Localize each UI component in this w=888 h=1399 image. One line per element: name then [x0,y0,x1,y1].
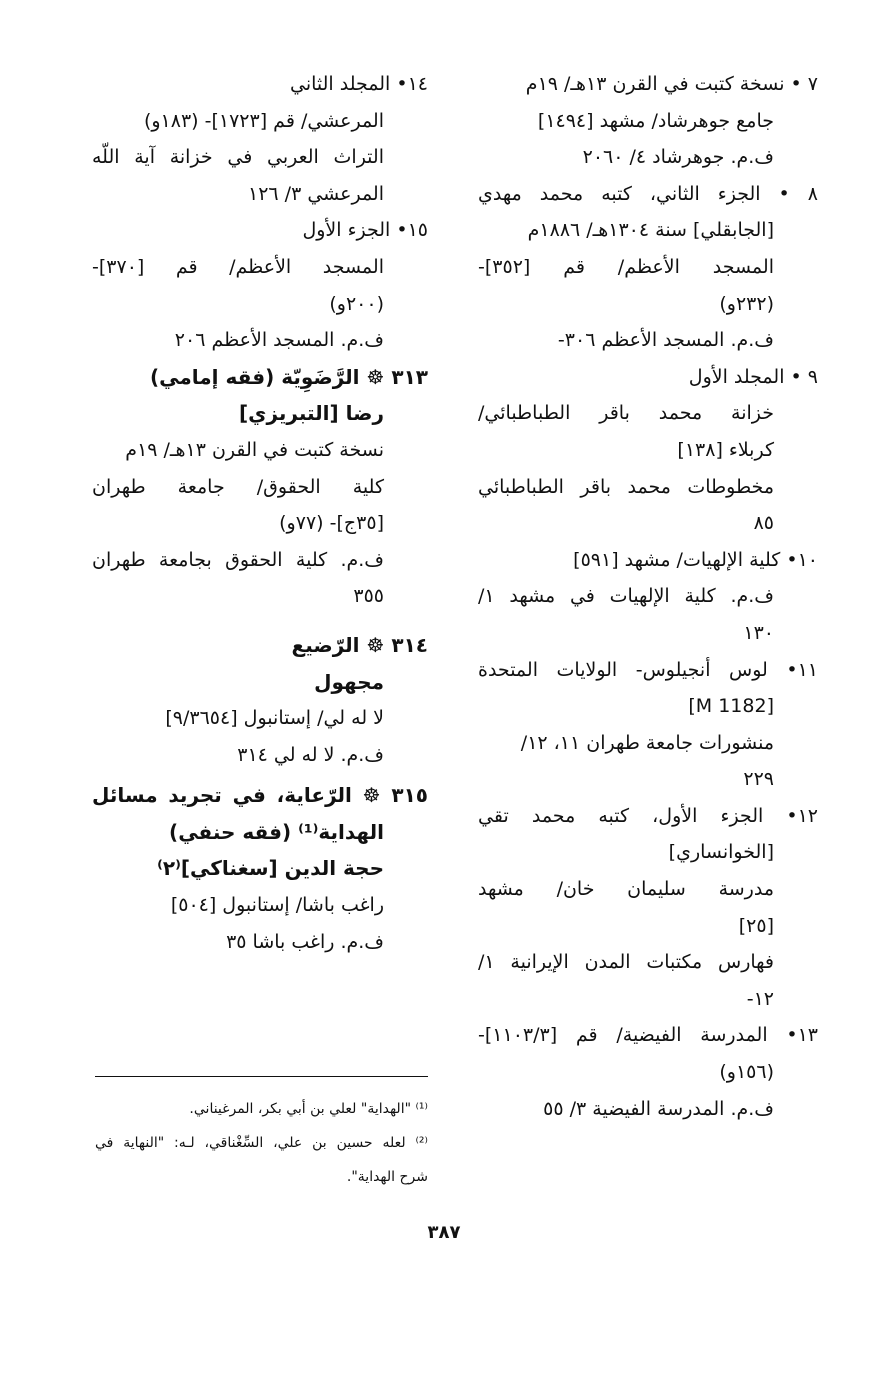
entry-line: ٨ • الجزء الثاني، كتبه محمد مهدي [478,182,818,205]
entry-line: ٢٢٩ [743,768,774,791]
entry-line: ٨٥ [753,512,774,535]
entry-line: المرعشي/ قم [١٧٢٣]- (١٨٣و) [143,109,384,132]
entry-line: ف.م. كلية الإلهيات في مشهد ١/ [478,585,774,608]
entry-line: ١٣٠ [743,621,774,644]
entry-line: لا له لي/ إستانبول [٩/٣٦٥٤] [165,707,384,730]
entry-line: منشورات جامعة طهران ١١، ١٢/ [520,731,774,754]
footnote-line: ⁽²⁾ لعله حسين بن علي، السِّغْناقي، لـه: "النهاية في [95,1135,428,1151]
entry-line: ٣١٥ ☸ الرّعاية، في تجريد مسائل [92,783,428,808]
entry-line: [٢٥] [738,914,774,937]
right-column [478,66,818,1127]
entry-line: ف.م. المسجد الأعظم ٢٠٦ [174,329,384,352]
entry-line: ف.م. راغب باشا ٣٥ [226,930,384,953]
entry-line: [٣٥ج]- (٧٧و) [279,512,384,535]
entry-line: ١٢• الجزء الأول، كتبه محمد تقي [478,804,818,827]
entry-line: (٢٠٠و) [329,292,384,315]
entry-line: المسجد الأعظم/ قم [٣٥٢]- [478,255,774,278]
entry-line: ف.م. جوهرشاد ٤/ ٢٠٦٠ [582,146,774,169]
entry-line: ف.م. المدرسة الفيضية ٣/ ٥٥ [543,1097,774,1120]
entry-line: ٧ • نسخة كتبت في القرن ١٣هـ/ ١٩م [525,73,818,95]
page-number: ٣٨٧ [427,1222,461,1243]
entry-line: مدرسة سليمان خان/ مشهد [478,878,774,901]
entry-line: ف.م. كلية الحقوق بجامعة طهران [92,548,384,571]
entry-line: (٢٣٢و) [719,292,774,315]
entry-line: مجهول [314,669,384,694]
entry-line: ١٠• كلية الإلهيات/ مشهد [٥٩١] [573,548,818,571]
entry-line: ١٤• المجلد الثاني [289,73,428,95]
entry-line: (١٥٦و) [719,1061,774,1084]
entry-line: كلية الحقوق/ جامعة طهران [92,475,384,498]
footnotes [95,1092,428,1194]
entry-line: [الجابقلي] سنة ١٣٠٤هـ/ ١٨٨٦م [527,219,774,242]
entry-line: مخطوطات محمد باقر الطباطبائي [478,475,774,498]
entry-line: ٩ • المجلد الأول [688,365,818,388]
entry-line: كربلاء [١٣٨] [677,438,774,461]
entry-line: ٣١٣ ☸ الرَّضَوِيّة (فقه إمامي) [150,364,428,389]
entry-line: ف.م. لا له لي ٣١٤ [237,743,384,766]
entry-line: رضا [التبريزي] [238,401,384,426]
footnote-rule [95,1076,428,1077]
entry-line: نسخة كتبت في القرن ١٣هـ/ ١٩م [125,438,384,461]
entry-line: ١٢- [746,987,774,1010]
entry-line: ١٥• الجزء الأول [302,219,428,242]
entry-line: المرعشي ٣/ ١٢٦ [248,182,384,205]
entry-line: ١٣• المدرسة الفيضية/ قم [١١٠٣/٣]- [478,1024,818,1047]
left-column [92,66,428,960]
entry-line: حجة الدين [سغناكي]⁽٢⁾ [157,856,384,881]
footnote-line: شرح الهداية". [346,1169,428,1185]
entry-line: التراث العربي في خزانة آية اللّه [92,146,384,169]
entry-line: [M 1182] [688,695,774,718]
entry-line: فهارس مكتبات المدن الإيرانية ١/ [478,951,774,974]
entry-line: خزانة محمد باقر الطباطبائي/ [478,402,774,425]
entry-line: ٣١٤ ☸ الرّضيع [291,632,428,657]
entry-line: ٣٥٥ [353,585,384,608]
entry-line: ف.م. المسجد الأعظم ٣٠٦- [557,329,774,352]
entry-line: المسجد الأعظم/ قم [٣٧٠]- [92,255,384,278]
entry-line: [الخوانساري] [668,841,774,864]
entry-line: الهداية⁽¹⁾ (فقه حنفي) [169,819,384,844]
entry-line: جامع جوهرشاد/ مشهد [١٤٩٤] [537,109,774,132]
footnote-line: ⁽¹⁾ "الهداية" لعلي بن أبي بكر، المرغيناني. [189,1101,428,1117]
entry-line: راغب باشا/ إستانبول [٥٠٤] [170,894,384,917]
entry-line: ١١• لوس أنجيلوس- الولايات المتحدة [478,658,818,681]
